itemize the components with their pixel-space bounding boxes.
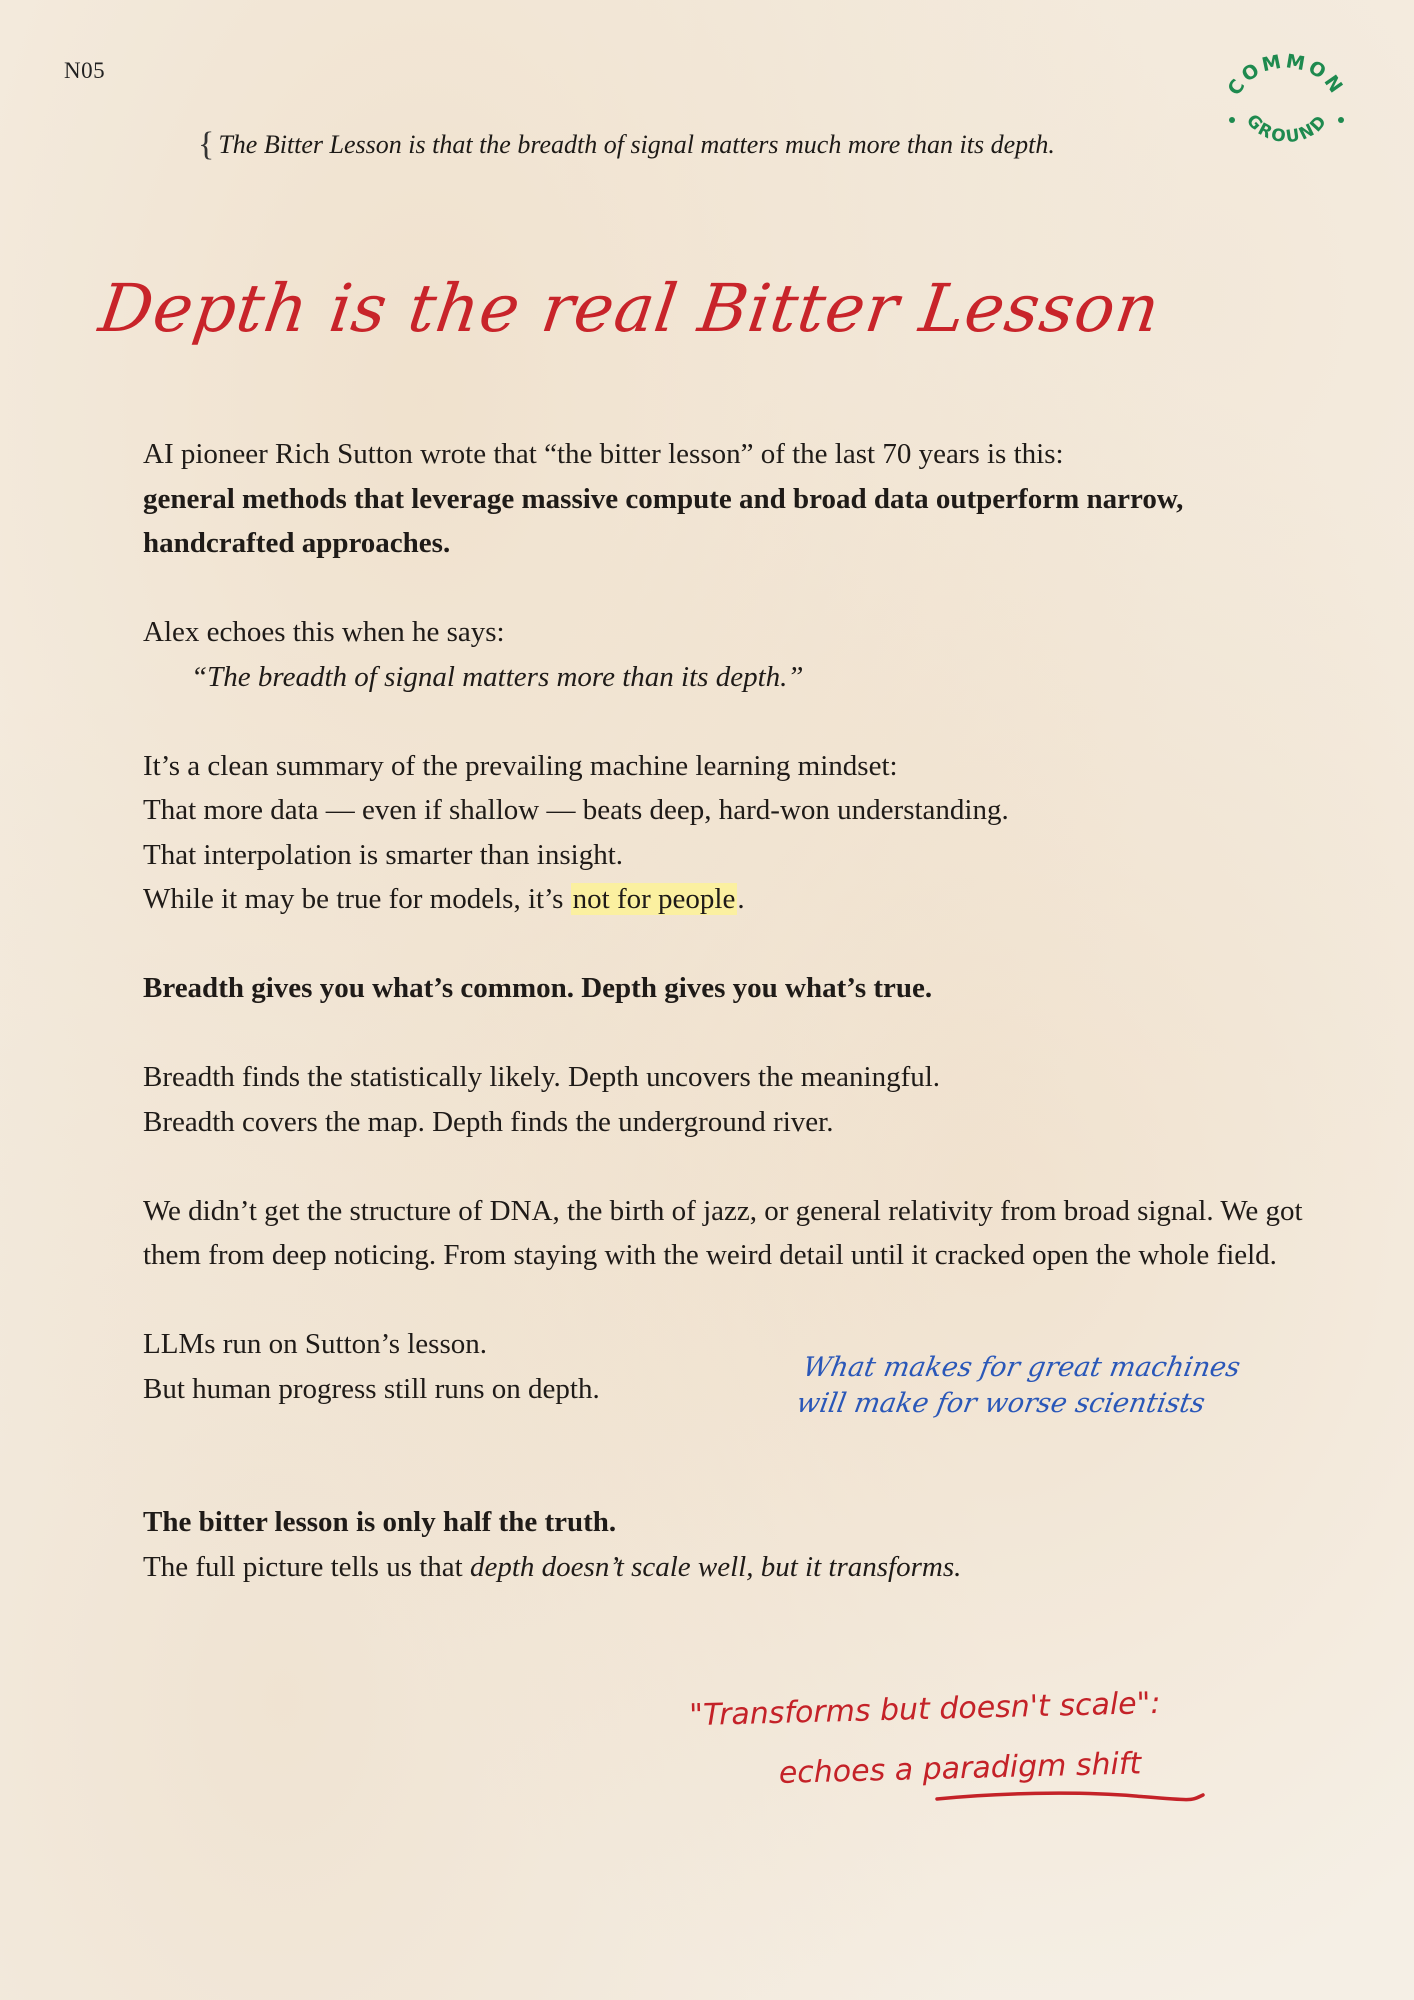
epigraph (198, 126, 1055, 164)
p8-line-2 (143, 1545, 1303, 1590)
blue-handwritten-note (794, 1350, 1243, 1422)
stamp-bottom-text: GROUND (1242, 110, 1332, 148)
paragraph-8 (143, 1500, 1303, 1589)
paragraph-4 (143, 966, 1303, 1011)
p3-line-4 (143, 877, 1303, 922)
issue-number: N05 (64, 58, 106, 83)
blue-note-line-1: What makes for great machines (800, 1352, 1243, 1383)
p7-line-1: LLMs run on Sutton’s lesson. (143, 1328, 487, 1360)
red-underline-stroke (935, 1787, 1205, 1807)
red-note-line-1: "Transforms but doesn't scale": (688, 1685, 1161, 1734)
p8-pre: The full picture tells us that (143, 1550, 470, 1583)
p5-line-2: Breadth covers the map. Depth finds the underground river. (143, 1105, 834, 1138)
red-note-line-2: echoes a paradigm shift (778, 1746, 1142, 1791)
p3-line-2: That more data — even if shallow — beats deep, hard-won understanding. (143, 794, 1009, 826)
p3-line-4-pre: While it may be true for models, it’s (143, 883, 571, 915)
epigraph-text: The Bitter Lesson is that the breadth of signal matters much more than its depth. (218, 130, 1055, 159)
p3-line-1: It’s a clean summary of the prevailing machine learning mindset: (143, 749, 898, 782)
p3-line-4-post: . (737, 883, 745, 915)
blue-note-line-2: will make for worse scientists (794, 1388, 1208, 1419)
p8-italic: depth doesn’t scale well, but it transforms. (469, 1550, 962, 1583)
paragraph-5 (143, 1055, 1303, 1144)
paragraph-2 (143, 610, 1303, 699)
stamp-dot-right (1338, 117, 1344, 123)
paragraph-1 (143, 432, 1303, 566)
svg-text:COMMON (1223, 50, 1348, 99)
p1-intro: AI pioneer Rich Sutton wrote that “the bitter lesson” of the last 70 years is this: (143, 438, 1064, 470)
p2-quote: “The breadth of signal matters more than its depth.” (191, 660, 804, 693)
paragraph-6: We didn’t get the structure of DNA, the birth of jazz, or general relativity from broad signal. We got them from deep noticing. From staying with the weird detail until it cracked open the whole field. (143, 1194, 1303, 1271)
paragraph-3 (143, 744, 1303, 922)
stamp-dot-left (1229, 117, 1235, 123)
epigraph-brace: { (198, 126, 215, 163)
p2-intro: Alex echoes this when he says: (143, 616, 505, 648)
svg-text:GROUND (1242, 111, 1332, 148)
p3-line-3: That interpolation is smarter than insight. (143, 838, 624, 871)
p7-line-2: But human progress still runs on depth. (143, 1372, 600, 1405)
stamp-top-text: COMMON (1223, 50, 1349, 100)
highlight-not-for-people: not for people (572, 883, 736, 915)
p5-line-1: Breadth finds the statistically likely. Depth uncovers the meaningful. (143, 1061, 941, 1093)
page-title: Depth is the real Bitter Lesson (94, 270, 1165, 347)
p1-bold-statement: general methods that leverage massive compute and broad data outperform narrow, handcrafted approaches. (143, 482, 1184, 559)
common-ground-stamp (1208, 48, 1358, 158)
p8-bold-statement: The bitter lesson is only half the truth. (143, 1506, 617, 1538)
p4-bold-statement: Breadth gives you what’s common. Depth gives you what’s true. (143, 972, 933, 1004)
article-body (143, 432, 1303, 1634)
